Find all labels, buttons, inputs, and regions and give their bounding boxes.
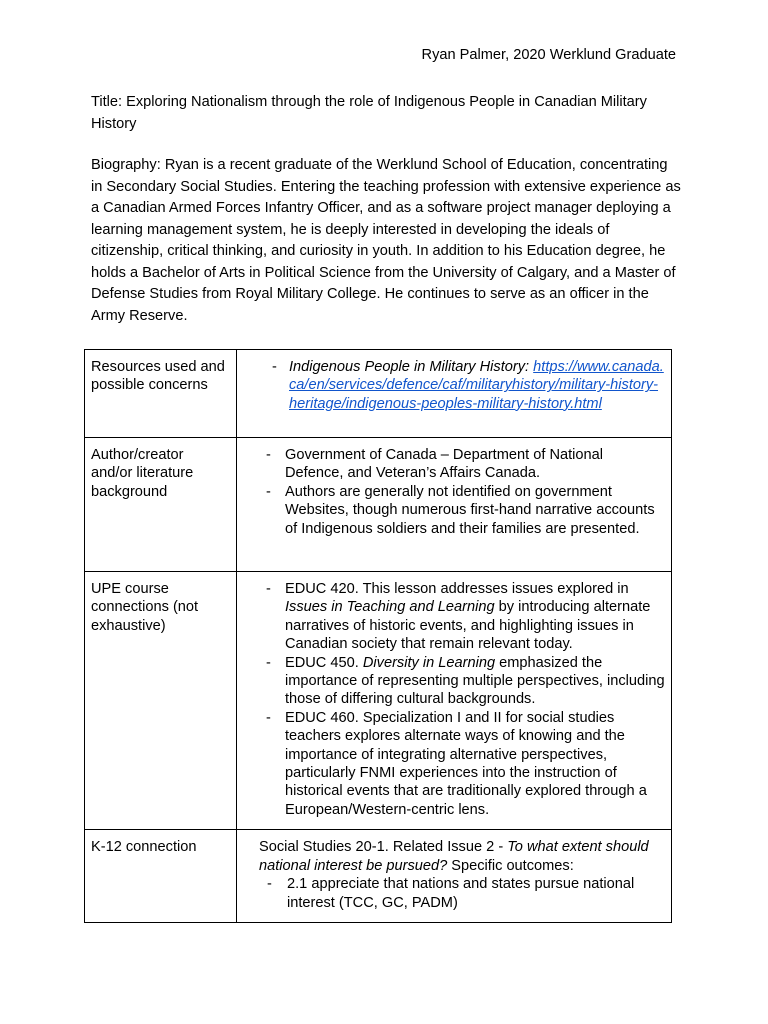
author-header: Ryan Palmer, 2020 Werklund Graduate [421,47,676,63]
list-item [243,358,665,413]
author-item-text: Government of Canada – Department of National Defence, and Veteran’s Affairs Canada. [285,447,603,482]
list-item [243,483,665,538]
resource-link[interactable]: https://www.canada.ca/en/services/defence/caf/militaryhistory/military-history-heritage/indigenous-peoples-military-history.html [289,359,664,412]
upe-list [243,580,665,819]
document-title: Title: Exploring Nationalism through the role of Indigenous People in Canadian Military History [91,94,647,132]
table-row-k12 [85,830,672,923]
dash-bullet: - [272,359,277,375]
list-item [243,446,665,483]
table-row-resources [85,350,672,438]
k12-outcome-text: 2.1 appreciate that nations and states pursue national interest (TCC, GC, PADM) [287,876,635,911]
upe-content [237,572,672,830]
resources-content [237,350,672,438]
dash-bullet: - [266,447,271,463]
table-row-upe [85,572,672,830]
upe-item2-course: Diversity in Learning [362,654,496,671]
dash-bullet: - [266,483,271,500]
upe-item2-post: emphasized the importance of representing multiple perspectives, including those of differing cultural backgrounds. [285,654,665,708]
author-list [243,446,665,538]
k12-intro [243,838,665,875]
list-item [243,709,665,819]
upe-item2-pre: EDUC 450. [285,654,363,671]
author-item-text: Authors are generally not identified on government Websites, though numerous first-hand narrative accounts of Indigenous soldiers and their families are presented. [285,483,655,537]
k12-intro-post: Specific outcomes: [447,857,574,874]
k12-issue-question: To what extent should national interest be pursued? [259,839,649,874]
list-item [243,875,665,912]
k12-label: K-12 connection [85,830,237,923]
resources-label: Resources used and possible concerns [85,350,237,438]
author-content [237,438,672,572]
resource-title: Indigenous People in Military History: [289,359,530,375]
dash-bullet: - [266,581,271,597]
list-item [243,654,665,709]
dash-bullet: - [266,709,271,726]
list-item [243,580,665,654]
upe-item3-text: EDUC 460. Specialization I and II for social studies teachers explores alternate ways of knowing and the importance of integrating alternative perspectives, particularly FNMI experiences into the instruction of historical events that are traditionally explored through a European/Western-centric lens. [285,709,647,818]
k12-intro-pre: Social Studies 20-1. Related Issue 2 - [259,839,508,856]
upe-item1-post: by introducing alternate narratives of historic events, and highlighting issues in Canadian society that remain relevant today. [285,599,651,653]
resources-list [243,358,665,413]
biography-paragraph: Biography: Ryan is a recent graduate of the Werklund School of Education, concentrating in Secondary Social Studies. Entering the teaching profession with extensive experience as a Canadian Armed Forces Infantry Officer, and as a software project manager deploying a learning management system, he is deeply interested in developing the ideals of citizenship, critical thinking, and curiosity in youth. In addition to his Education degree, he holds a Bachelor of Arts in Political Science from the University of Calgary, and a Master of Defense Studies from Royal Military College. He continues to serve as an officer in the Army Reserve. [91,157,681,324]
dash-bullet: - [266,654,271,671]
upe-label: UPE course connections (not exhaustive) [85,572,237,830]
table-row-author [85,438,672,572]
upe-item1-course: Issues in Teaching and Learning [285,599,495,616]
author-label: Author/creator and/or literature background [85,438,237,572]
k12-content [237,830,672,923]
k12-list [243,875,665,912]
dash-bullet: - [267,876,272,893]
resource-table [84,349,672,923]
upe-item1-pre: EDUC 420. This lesson addresses issues explored in [285,581,629,597]
